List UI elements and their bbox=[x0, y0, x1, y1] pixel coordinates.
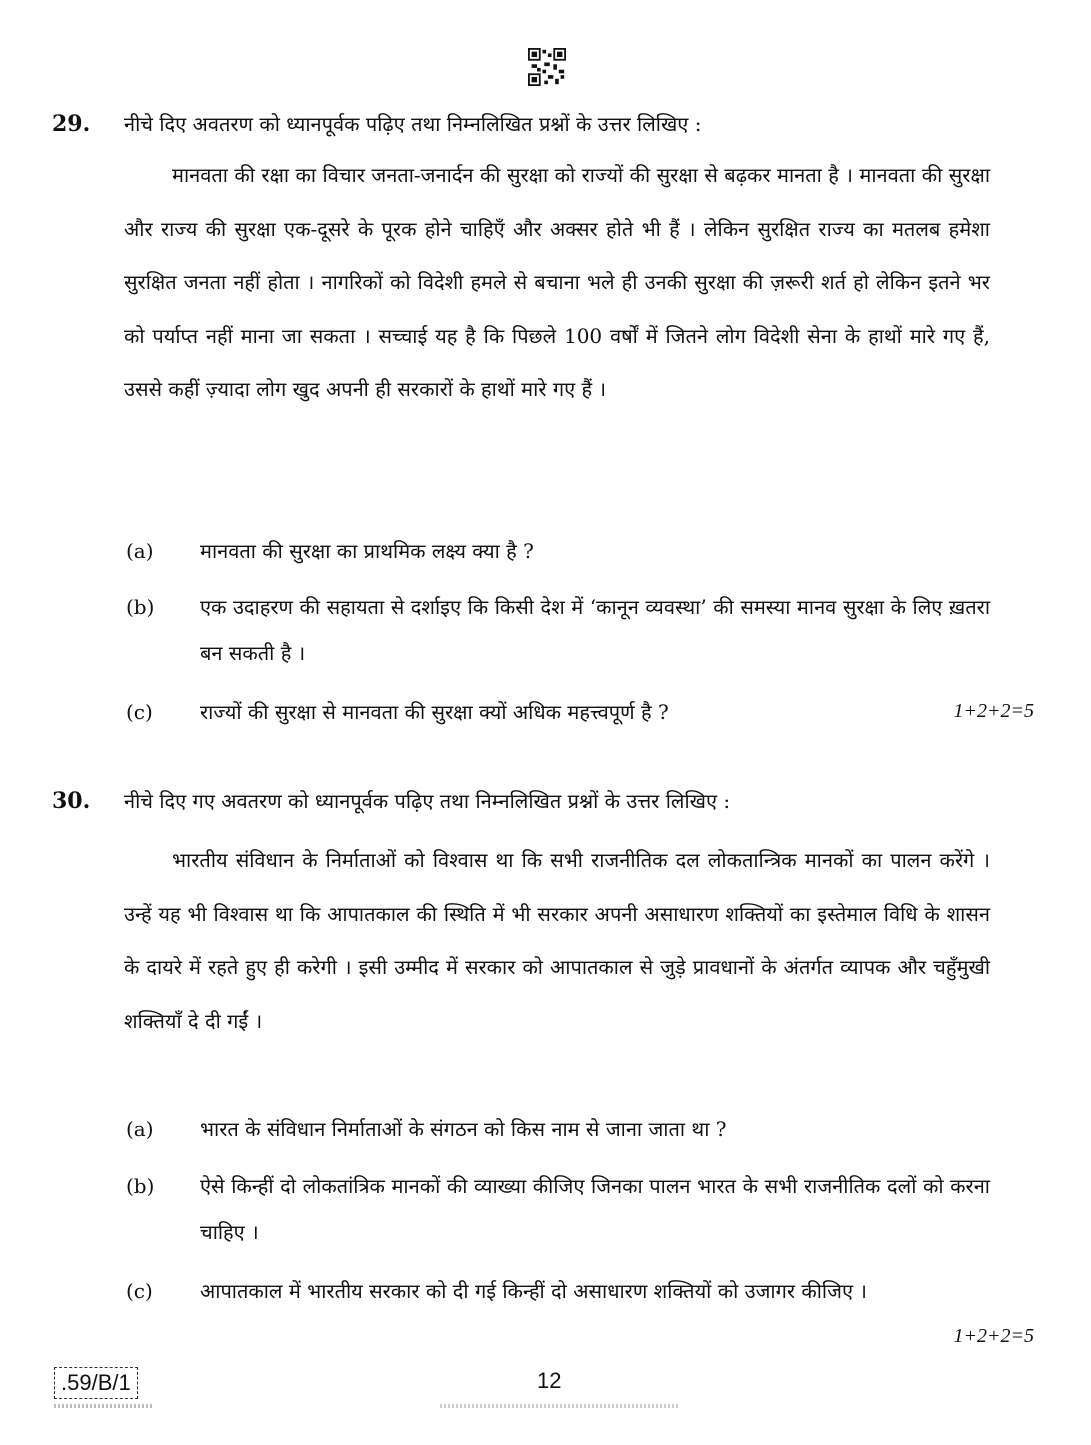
q29-subquestion-a bbox=[124, 528, 990, 574]
q30-passage: भारतीय संविधान के निर्माताओं को विश्वास था कि सभी राजनीतिक दल लोकतान्त्रिक मानकों का पालन करेंगे । उन्हें यह भी विश्वास था कि आपातकाल की स्थिति में भी सरकार अपनी असाधारण शक्तियों का इस्तेमाल विधि के शासन के दायरे में रहते हुए ही करेगी । इसी उम्मीद में सरकार को आपातकाल से जुड़े प्रावधानों के अंतर्गत व्यापक और चहुँमुखी शक्तियाँ दे दी गईं । bbox=[124, 848, 990, 1033]
q29-c-text: राज्यों की सुरक्षा से मानवता की सुरक्षा क्यों अधिक महत्त्वपूर्ण है ? bbox=[200, 700, 669, 724]
q30-instruction: नीचे दिए गए अवतरण को ध्यानपूर्वक पढ़िए तथा निम्नलिखित प्रश्नों के उत्तर लिखिए : bbox=[124, 789, 731, 813]
q30-number: 30. bbox=[52, 788, 91, 814]
q30-c-label: (c) bbox=[126, 1279, 153, 1303]
q29-b-label: (b) bbox=[126, 595, 155, 619]
q29-subquestion-b bbox=[124, 584, 990, 676]
q29-instruction: नीचे दिए अवतरण को ध्यानपूर्वक पढ़िए तथा निम्नलिखित प्रश्नों के उत्तर लिखिए : bbox=[124, 112, 702, 136]
q29-passage: मानवता की रक्षा का विचार जनता-जनार्दन की सुरक्षा को राज्यों की सुरक्षा से बढ़कर मानता है । मानवता की सुरक्षा और राज्य की सुरक्षा एक-दूसरे के पूरक होने चाहिएँ और अक्सर होते भी हैं । लेकिन सुरक्षित राज्य का मतलब हमेशा सुरक्षित जनता नहीं होता । नागरिकों को विदेशी हमले से बचाना भले ही उनकी सुरक्षा की ज़रूरी शर्त हो लेकिन इतने भर को पर्याप्त नहीं माना जा सकता । सच्चाई यह है कि पिछले 100 वर्षों में जितने लोग विदेशी सेना के हाथों मारे गए हैं, उससे कहीं ज़्यादा लोग खुद अपनी ही सरकारों के हाथों मारे गए हैं । bbox=[124, 163, 990, 401]
q30-a-label: (a) bbox=[126, 1117, 154, 1141]
footer-microtext-strip bbox=[54, 1404, 154, 1408]
q30-marks: 1+2+2=5 bbox=[953, 1325, 1034, 1347]
q30-subquestion-b bbox=[124, 1163, 990, 1255]
q29-a-label: (a) bbox=[126, 539, 154, 563]
q29-subquestion-c bbox=[124, 689, 990, 735]
q30-b-label: (b) bbox=[126, 1174, 155, 1198]
q30-subquestion-a bbox=[124, 1106, 990, 1152]
q29-marks: 1+2+2=5 bbox=[953, 700, 1034, 722]
q29-a-text: मानवता की सुरक्षा का प्राथमिक लक्ष्य क्या है ? bbox=[200, 539, 534, 563]
q30-b-text: ऐसे किन्हीं दो लोकतांत्रिक मानकों की व्याख्या कीजिए जिनका पालन भारत के सभी राजनीतिक दलों को करना चाहिए । bbox=[200, 1174, 990, 1244]
bottom-microtext-strip bbox=[440, 1404, 680, 1408]
q30-c-text: आपातकाल में भारतीय सरकार को दी गई किन्हीं दो असाधारण शक्तियों को उजागर कीजिए । bbox=[200, 1279, 867, 1303]
qr-code-icon bbox=[528, 48, 566, 86]
q30-subquestion-c bbox=[124, 1268, 990, 1360]
page-number: 12 bbox=[537, 1368, 562, 1393]
q29-b-text: एक उदाहरण की सहायता से दर्शाइए कि किसी देश में ‘कानून व्यवस्था’ की समस्या मानव सुरक्षा के लिए ख़तरा बन सकती है । bbox=[200, 595, 990, 665]
paper-code: .59/B/1 bbox=[54, 1367, 138, 1399]
q30-a-text: भारत के संविधान निर्माताओं के संगठन को किस नाम से जाना जाता था ? bbox=[200, 1117, 727, 1141]
q29-number: 29. bbox=[52, 111, 91, 137]
q29-c-label: (c) bbox=[126, 700, 153, 724]
